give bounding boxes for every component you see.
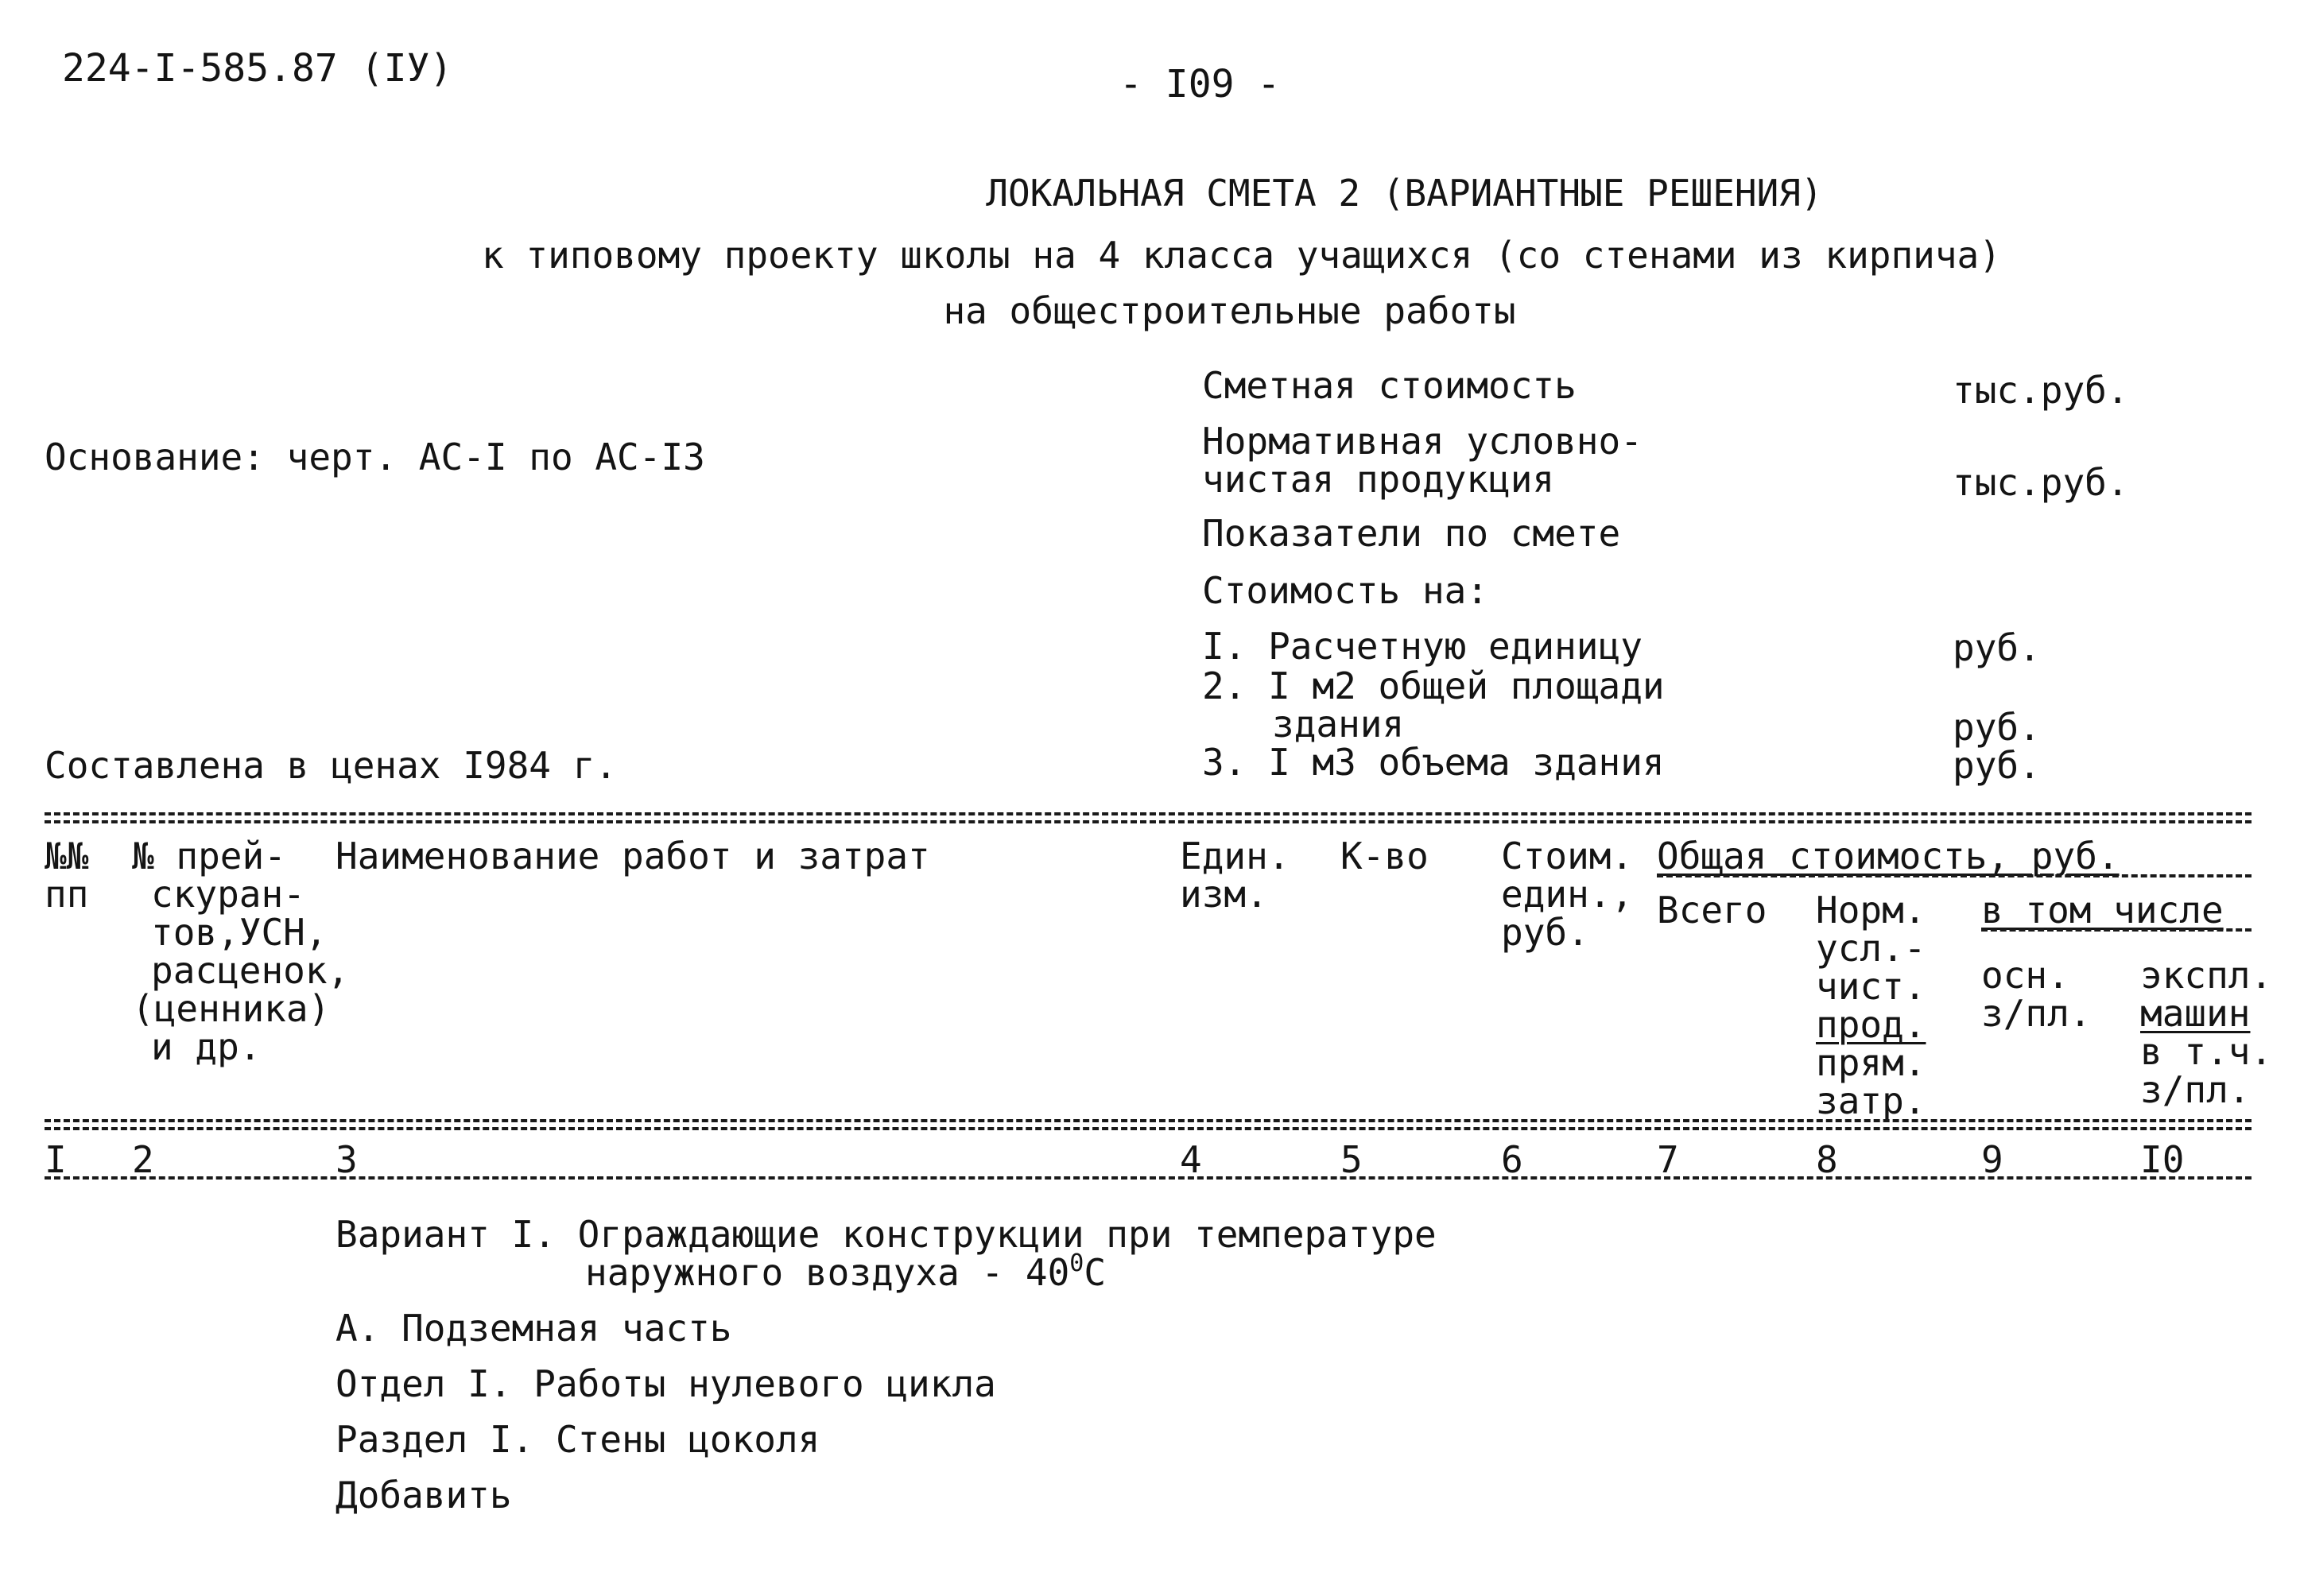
col10-line1: экспл. [2140, 954, 2273, 997]
col1-line2: пп [45, 873, 89, 916]
col2-line2: скуран- [151, 873, 305, 916]
col7-header: Всего [1657, 889, 1767, 932]
col1-line1: №№ [45, 835, 89, 877]
document-title: ЛОКАЛЬНАЯ СМЕТА 2 (ВАРИАНТНЫЕ РЕШЕНИЯ) [986, 172, 1823, 215]
indicator-item-1: I. Расчетную единицу [1202, 625, 1643, 668]
department-heading: Отдел I. Работы нулевого цикла [335, 1362, 996, 1405]
col3-header: Наименование работ и затрат [335, 835, 930, 877]
indicator-item-2: 2. I м2 общей площади [1202, 664, 1665, 707]
col-number-4: 4 [1180, 1138, 1202, 1181]
numbers-bottom-rule [45, 1176, 2252, 1180]
col8-line3: чист. [1816, 965, 1926, 1008]
col4-line2: изм. [1180, 873, 1268, 916]
page-number: - I09 - [1119, 62, 1281, 107]
total-cost-header: Общая стоимость, руб. [1657, 835, 2120, 877]
variant-title-cont: наружного воздуха - $40^0С$ [585, 1249, 1107, 1294]
indicator-item-2-cont: здания [1272, 703, 1405, 746]
indicator-item-3-unit: руб. [1953, 744, 2041, 787]
cost-unit: тыс.руб. [1953, 369, 2129, 412]
col2-line4: расценок, [151, 949, 350, 992]
col-number-2: 2 [132, 1138, 154, 1181]
header-bottom-rule-2 [45, 1127, 2252, 1130]
norm-label-2: чистая продукция [1202, 458, 1555, 501]
norm-label-1: Нормативная условно- [1202, 420, 1643, 463]
cost-label: Сметная стоимость [1202, 364, 1577, 407]
prices-text: Составлена в ценах I984 г. [45, 744, 618, 787]
total-cost-rule [1657, 874, 2252, 877]
col-number-1: I [45, 1138, 67, 1181]
col9-line1: осн. [1981, 954, 2069, 997]
col5-header: К-во [1340, 835, 1429, 877]
basis-text: Основание: черт. АС-I по АС-I3 [45, 436, 705, 478]
including-header: в том числе [1981, 889, 2224, 932]
col-number-5: 5 [1340, 1138, 1363, 1181]
document-scope: на общестроительные работы [943, 289, 1516, 332]
part-a-heading: А. Подземная часть [335, 1307, 732, 1350]
col-number-9: 9 [1981, 1138, 2003, 1181]
col-number-6: 6 [1501, 1138, 1523, 1181]
table-top-rule-2 [45, 820, 2252, 823]
col2-line5: (ценника) [132, 987, 331, 1030]
norm-unit: тыс.руб. [1953, 461, 2129, 504]
indicators-label: Показатели по смете [1202, 512, 1621, 555]
col8-line1: Норм. [1816, 889, 1926, 932]
including-rule [1981, 928, 2252, 932]
col4-line1: Един. [1180, 835, 1290, 877]
col-number-3: 3 [335, 1138, 358, 1181]
col-number-10: I0 [2140, 1138, 2185, 1181]
col9-line2: з/пл. [1981, 992, 2092, 1035]
col6-line2: един., [1501, 873, 1634, 916]
indicator-item-3: 3. I м3 объема здания [1202, 741, 1665, 784]
col6-line1: Стоим. [1501, 835, 1634, 877]
col10-line4: з/пл. [2140, 1068, 2251, 1111]
add-label: Добавить [335, 1474, 512, 1517]
document-code: 224-I-585.87 (IУ) [62, 46, 453, 91]
col2-line1: № прей- [132, 835, 286, 877]
col10-line2: машин [2140, 992, 2251, 1035]
section-heading: Раздел I. Стены цоколя [335, 1418, 820, 1461]
document-subtitle: к типовому проекту школы на 4 класса учащихся (со стенами из кирпича) [482, 234, 2001, 277]
indicator-item-1-unit: руб. [1953, 626, 2041, 669]
col6-line3: руб. [1501, 911, 1589, 954]
indicator-item-2-unit: руб. [1953, 706, 2041, 749]
header-bottom-rule [45, 1119, 2252, 1122]
variant-title: Вариант I. Ограждающие конструкции при температуре [335, 1213, 1437, 1256]
cost-per-label: Стоимость на: [1202, 569, 1489, 612]
col2-line3: тов,УСН, [151, 911, 328, 954]
col8-line5: прям. [1816, 1041, 1926, 1084]
col-number-8: 8 [1816, 1138, 1838, 1181]
col8-line2: усл.- [1816, 927, 1926, 970]
table-top-rule [45, 812, 2252, 815]
col8-line6: затр. [1816, 1079, 1926, 1122]
col2-line6: и др. [151, 1025, 262, 1068]
col8-line4: прод. [1816, 1003, 1926, 1046]
col10-line3: в т.ч. [2140, 1030, 2273, 1073]
col-number-7: 7 [1657, 1138, 1679, 1181]
